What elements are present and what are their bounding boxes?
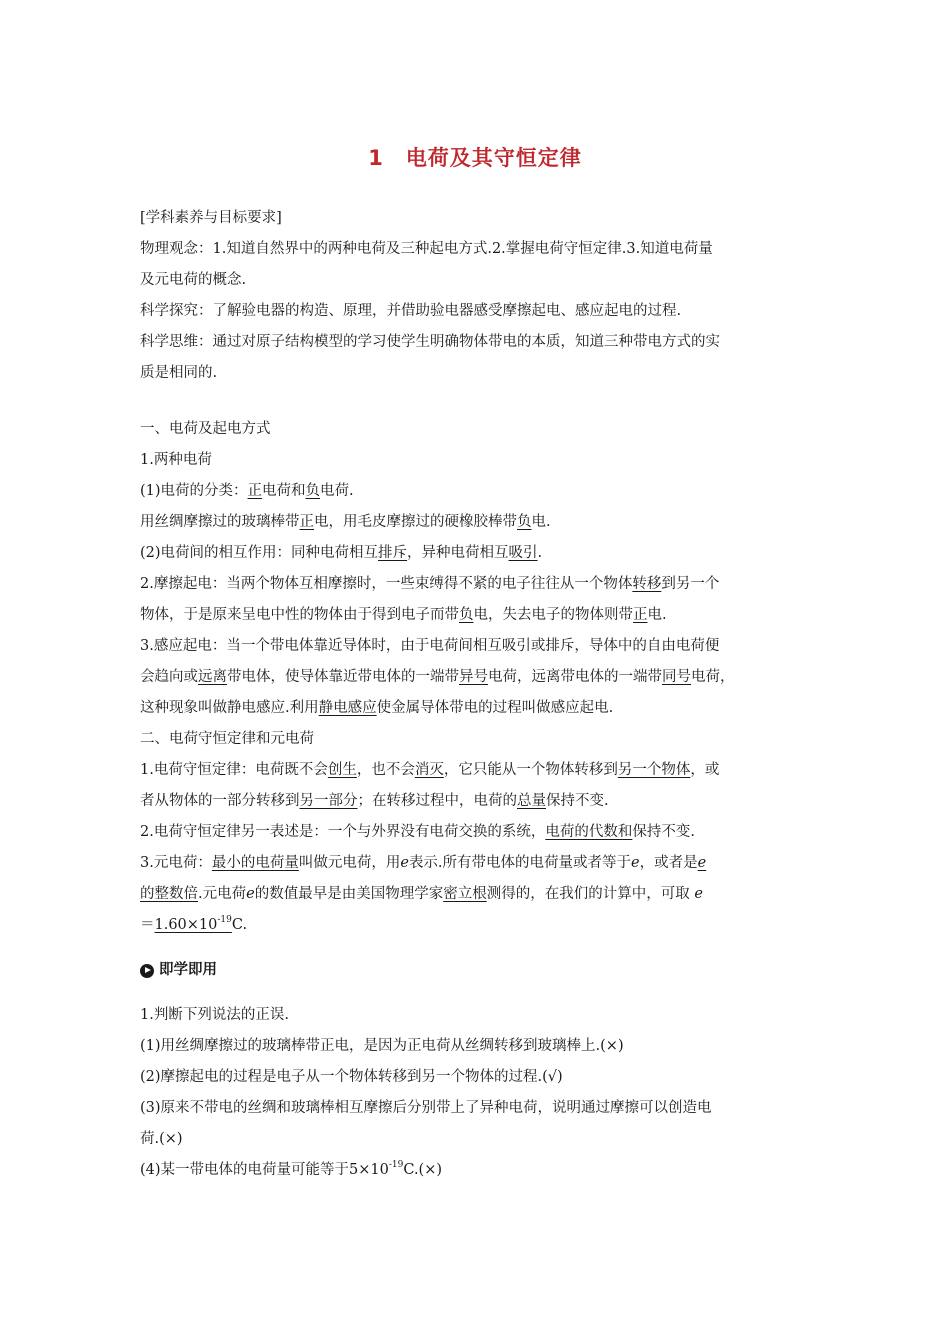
play-circle-icon	[140, 964, 154, 978]
answer-blank: 远离	[198, 669, 227, 685]
answer-blank: 负	[517, 514, 532, 530]
answer-blank: 总量	[517, 793, 546, 809]
objective-physics-line-2: 及元电荷的概念.	[140, 272, 247, 288]
answer-blank: 吸引	[508, 545, 538, 561]
title-text: 电荷及其守恒定律	[405, 146, 582, 170]
answer-blank: 密立根	[443, 886, 487, 902]
practice-label: 即学即用	[159, 962, 217, 978]
paragraph-conservation-line-2: 者从物体的一部分转移到另一部分；在转移过程中，电荷的总量保持不变.	[140, 793, 609, 809]
paragraph-elementary-charge-line-2: 的整数倍.元电荷e的数值最早是由美国物理学家密立根测得的，在我们的计算中，可取 e	[140, 886, 703, 902]
practice-statement-3-line-2: 荷.(×)	[140, 1131, 183, 1147]
answer-blank: 另一部分	[299, 793, 358, 809]
answer-blank: 创生	[327, 762, 357, 778]
paragraph-induction-line-2: 会趋向或远离带电体，使导体靠近带电体的一端带异号电荷，远离带电体的一端带同号电荷，	[140, 669, 735, 685]
section-1-sub-1: 1.两种电荷	[140, 452, 212, 468]
spacer	[140, 986, 820, 1000]
page-title	[0, 142, 950, 172]
practice-header	[140, 955, 820, 986]
answer-blank: 转移	[632, 576, 662, 592]
paragraph-friction-line-1: 2.摩擦起电：当两个物体互相摩擦时，一些束缚得不紧的电子往往从一个物体转移到另一个	[140, 576, 720, 592]
practice-statement-4: (4)某一带电体的电荷量可能等于$5\times 10^{-19}C.(\times)$	[140, 1160, 443, 1178]
section-1-heading: 一、电荷及起电方式	[140, 421, 271, 437]
answer-blank: e	[697, 855, 707, 871]
practice-question-1: 1.判断下列说法的正误.	[140, 1007, 289, 1023]
answer-blank: 正	[633, 607, 648, 623]
answer-blank: 负	[459, 607, 474, 623]
paragraph-conservation-line-1: 1.电荷守恒定律：电荷既不会创生，也不会消灭，它只能从一个物体转移到另一个物体，或	[140, 762, 720, 778]
objective-thinking-line-2: 质是相同的.	[140, 365, 218, 381]
answer-blank: 异号	[459, 669, 488, 685]
answer-blank: $1.60\times 10^{-19}$	[154, 915, 232, 933]
paragraph-elementary-charge-line-1: 3.元电荷：最小的电荷量叫做元电荷，用e表示.所有带电体的电荷量或者等于e，或者是e	[140, 855, 707, 871]
practice-statement-1: (1)用丝绸摩擦过的玻璃棒带正电，是因为正电荷从丝绸转移到玻璃棒上.(×)	[140, 1038, 624, 1054]
objective-thinking-line-1: 科学思维：通过对原子结构模型的学习使学生明确物体带电的本质，知道三种带电方式的实	[140, 334, 720, 350]
answer-blank: 静电感应	[318, 700, 377, 716]
spacer	[140, 941, 820, 955]
paragraph-rod-charge: 用丝绸摩擦过的玻璃棒带正电，用毛皮摩擦过的硬橡胶棒带负电.	[140, 514, 551, 530]
paragraph-induction-line-1: 3.感应起电：当一个带电体靠近导体时，由于电荷间相互吸引或排斥，导体中的自由电荷便	[140, 638, 720, 654]
practice-statement-3-line-1: (3)原来不带电的丝绸和玻璃棒相互摩擦后分别带上了异种电荷，说明通过摩擦可以创造电	[140, 1100, 712, 1116]
answer-blank: 正	[247, 483, 263, 499]
answer-blank: 正	[299, 514, 314, 530]
paragraph-induction-line-3: 这种现象叫做静电感应.利用静电感应使金属导体带电的过程叫做感应起电.	[140, 700, 614, 716]
practice-statement-2: (2)摩擦起电的过程是电子从一个物体转移到另一个物体的过程.(√)	[140, 1069, 563, 1085]
objective-inquiry: 科学探究：了解验电器的构造、原理，并借助验电器感受摩擦起电、感应起电的过程.	[140, 303, 682, 319]
content-body	[140, 203, 820, 1186]
answer-blank: 电荷的代数和	[545, 824, 633, 840]
paragraph-friction-line-2: 物体，于是原来呈电中性的物体由于得到电子而带负电，失去电子的物体则带正电.	[140, 607, 667, 623]
title-number: 1	[368, 146, 384, 170]
answer-blank: 负	[305, 483, 321, 499]
answer-blank: 消灭	[414, 762, 444, 778]
answer-blank: 最小的电荷量	[211, 855, 299, 871]
objectives-header: [学科素养与目标要求]	[140, 210, 282, 226]
spacer	[140, 389, 820, 414]
answer-blank: 同号	[662, 669, 691, 685]
paragraph-charge-types: (1)电荷的分类：正电荷和负电荷.	[140, 483, 354, 499]
section-2-heading: 二、电荷守恒定律和元电荷	[140, 731, 314, 747]
paragraph-elementary-charge-line-3: $=1.60\times 10^{-19}C$.	[140, 915, 248, 933]
objective-physics-line-1: 物理观念：1.知道自然界中的两种电荷及三种起电方式.2.掌握电荷守恒定律.3.知道电荷量	[140, 241, 713, 257]
paragraph-conservation-alt: 2.电荷守恒定律另一表述是：一个与外界没有电荷交换的系统，电荷的代数和保持不变.	[140, 824, 695, 840]
answer-blank: 另一个物体	[617, 762, 691, 778]
answer-blank: 排斥	[378, 545, 408, 561]
paragraph-interaction: (2)电荷间的相互作用：同种电荷相互排斥，异种电荷相互吸引.	[140, 545, 543, 561]
answer-blank: 的整数倍	[140, 886, 198, 902]
